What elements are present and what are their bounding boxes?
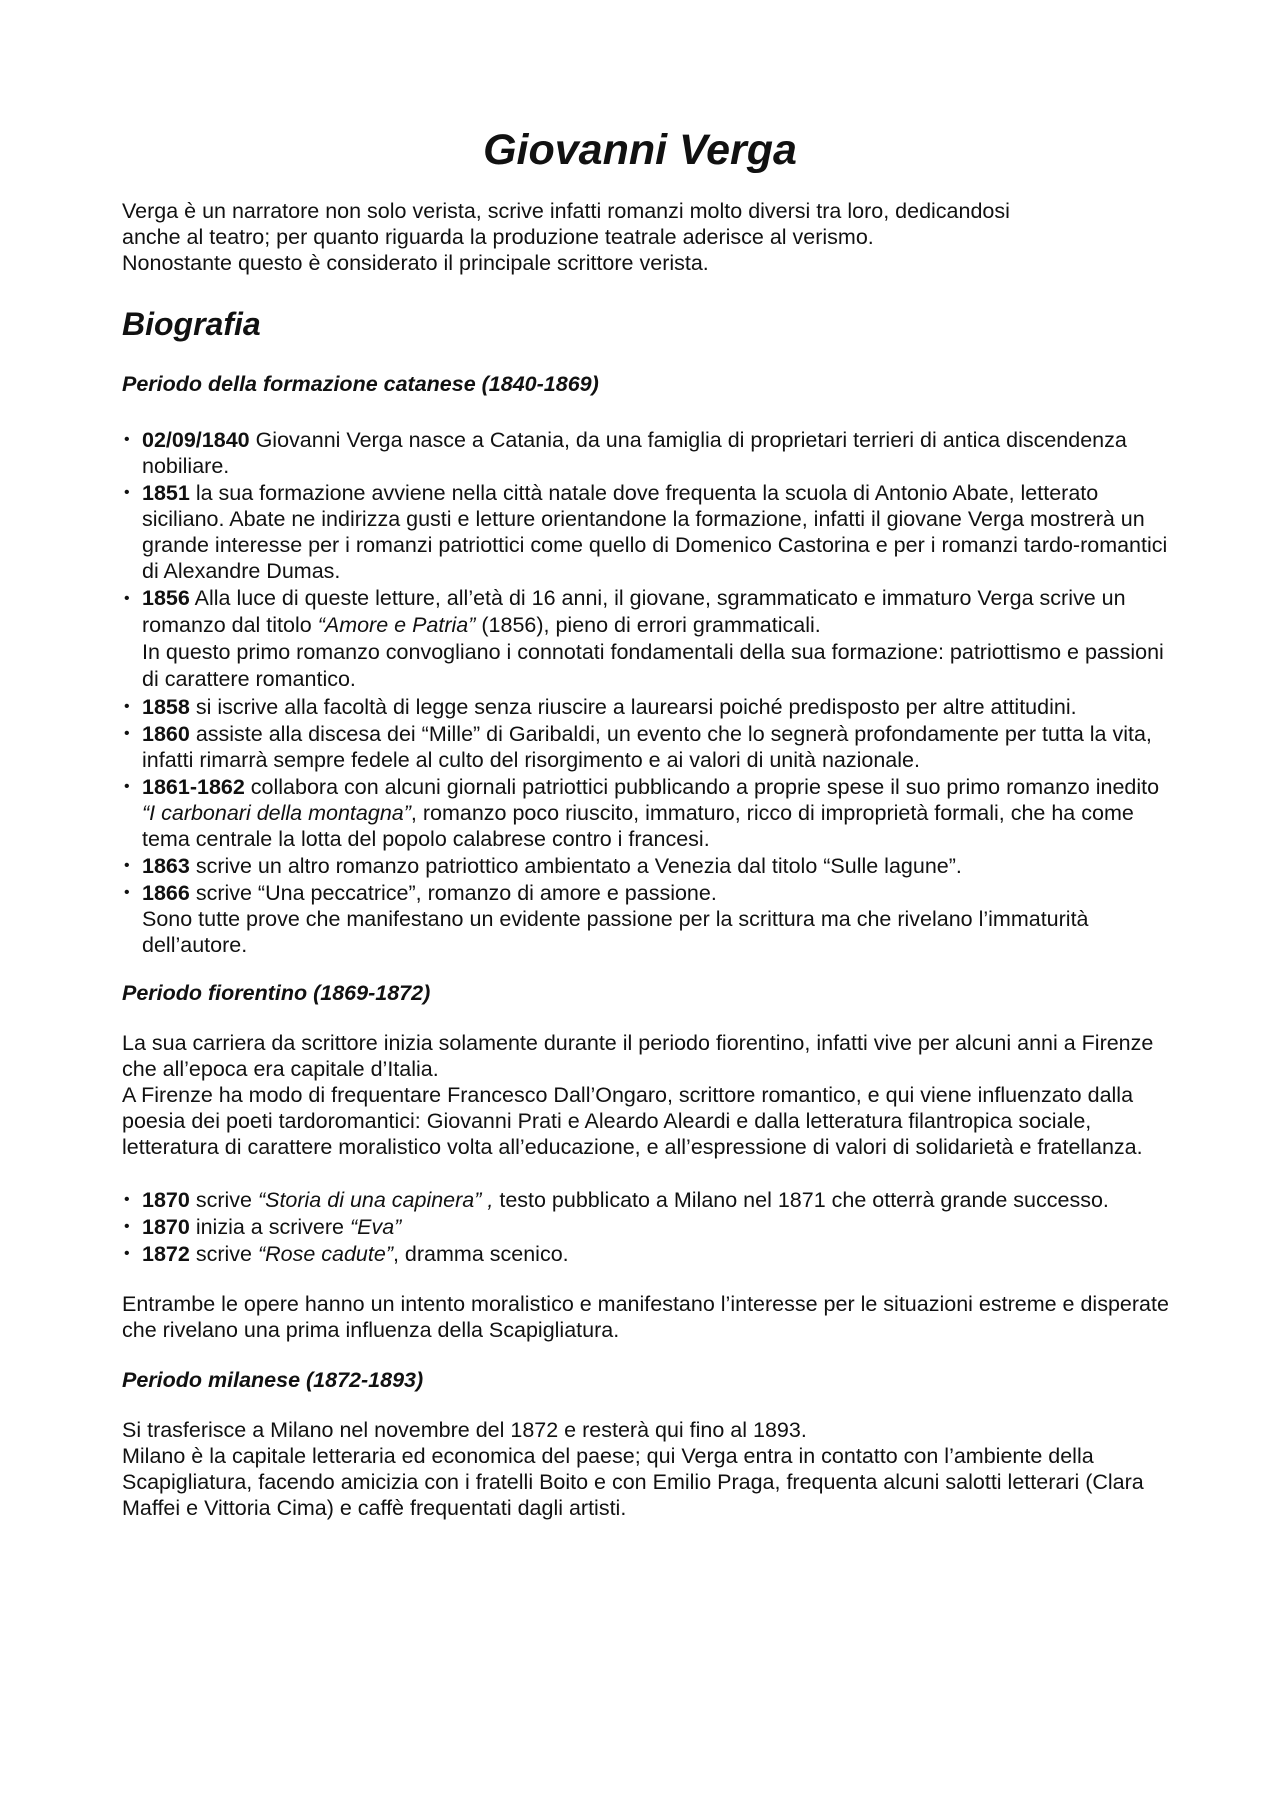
timeline-note: Sono tutte prove che manifestano un evidente passione per la scrittura ma che rivelano l’immaturità dell’autore. [142,906,1089,957]
timeline-note: In questo primo romanzo convogliano i connotati fondamentali della sua formazione: patriottismo e passioni di carattere romantico. [142,639,1164,691]
timeline-text: scrive “Una peccatrice”, romanzo di amore e passione. [189,880,717,905]
timeline-year: 02/09/1840 [142,427,250,452]
timeline-item [122,694,1172,720]
intro-line: Verga è un narratore non solo verista, scrive infatti romanzi molto diversi tra loro, dedicandosi [122,199,1010,223]
document-title: Giovanni Verga [483,126,797,174]
timeline-item [122,880,1172,958]
paragraph-text: A Firenze ha modo di frequentare Francesco Dall’Ongaro, scrittore romantico, e qui viene influenzato dalla poesia dei poeti tardoromantici: Giovanni Prati e Aleardo Aleardi e dalla letteratura filantropica sociale, letteratura di carattere moralistico volta all’educazione, e all’espressione di valori di solidarietà e fratellanza. [122,1082,1143,1159]
timeline-year: 1866 [142,880,190,905]
timeline-year: 1863 [142,853,190,878]
paragraph [122,1030,1172,1160]
timeline-text: collabora con alcuni giornali patriottici pubblicando a proprie spese il suo primo romanzo inedito [244,774,1160,799]
timeline-year: 1856 [142,585,190,610]
timeline-item [122,721,1172,773]
timeline-text: testo pubblicato a Milano nel 1871 che otterrà grande successo. [493,1187,1109,1212]
work-title: “Rose cadute” [257,1241,393,1266]
timeline-item [122,774,1172,852]
paragraph [122,1291,1172,1343]
timeline-year: 1861-1862 [142,774,245,799]
work-title: “Storia di una capinera” , [257,1187,494,1212]
section-heading-biografia: Biografia [122,306,261,342]
paragraph-text: Si trasferisce a Milano nel novembre del 1872 e resterà qui fino al 1893. [122,1417,807,1442]
timeline-text: inizia a scrivere [189,1214,350,1239]
timeline-text: scrive [189,1187,258,1212]
timeline-item [122,1214,1172,1240]
period-heading-catanese: Periodo della formazione catanese (1840-1869) [122,371,599,396]
paragraph-text: Milano è la capitale letteraria ed economica del paese; qui Verga entra in contatto con l’ambiente della Scapigliatura, facendo amicizia con i fratelli Boito e con Emilio Praga, frequenta alcuni salotti letterari (Clara Maffei e Vittoria Cima) e caffè frequentati dagli artisti. [122,1443,1144,1520]
timeline-list-catanese [122,427,1172,958]
timeline-text: Giovanni Verga nasce a Catania, da una famiglia di proprietari terrieri di antica discendenza nobiliare. [142,427,1127,478]
period-heading-fiorentino: Periodo fiorentino (1869-1872) [122,980,431,1005]
work-title: “Eva” [349,1214,402,1239]
timeline-item [122,585,1172,693]
timeline-text: , dramma scenico. [392,1241,569,1266]
timeline-text: , romanzo poco riuscito, immaturo, ricco di improprietà formali, che ha come tema centrale la lotta del popolo calabrese contro i francesi. [142,800,1134,851]
timeline-text: (1856), pieno di errori grammaticali. [475,612,821,637]
timeline-text: la sua formazione avviene nella città natale dove frequenta la scuola di Antonio Abate, letterato siciliano. Abate ne indirizza gusti e letture orientandone la formazione, infatti il giovane Verga mostrerà un grande interesse per i romanzi patriottici come quello di Domenico Castorina e per i romanzi tardo-romantici di Alexandre Dumas. [142,480,1168,583]
timeline-text: scrive [189,1241,258,1266]
timeline-item [122,1241,1172,1267]
timeline-year: 1860 [142,721,190,746]
work-title: “I carbonari della montagna” [142,800,411,825]
period-heading-milanese: Periodo milanese (1872-1893) [122,1367,424,1392]
timeline-year: 1858 [142,694,190,719]
timeline-year: 1872 [142,1241,190,1266]
work-title: “Amore e Patria” [317,612,476,637]
timeline-item [122,1187,1172,1213]
intro-line: Nonostante questo è considerato il principale scrittore verista. [122,251,709,275]
timeline-item [122,480,1172,584]
timeline-year: 1870 [142,1187,190,1212]
timeline-text: Alla luce di queste letture, all’età di 16 anni, il giovane, sgrammaticato e immaturo Verga scrive un romanzo dal titolo [142,585,1126,637]
timeline-item [122,853,1172,879]
paragraph-text: La sua carriera da scrittore inizia solamente durante il periodo fiorentino, infatti vive per alcuni anni a Firenze che all’epoca era capitale d’Italia. [122,1030,1154,1081]
timeline-text: scrive un altro romanzo patriottico ambientato a Venezia dal titolo “Sulle lagune”. [189,853,962,878]
paragraph-text: Entrambe le opere hanno un intento moralistico e manifestano l’interesse per le situazioni estreme e disperate che rivelano una prima influenza della Scapigliatura. [122,1291,1169,1342]
timeline-year: 1870 [142,1214,190,1239]
intro-paragraph [122,198,1172,276]
intro-line: anche al teatro; per quanto riguarda la produzione teatrale aderisce al verismo. [122,225,874,249]
timeline-text: assiste alla discesa dei “Mille” di Garibaldi, un evento che lo segnerà profondamente per tutta la vita, infatti rimarrà sempre fedele al culto del risorgimento e ai valori di unità nazionale. [142,721,1152,772]
timeline-text: si iscrive alla facoltà di legge senza riuscire a laurearsi poiché predisposto per altre attitudini. [189,694,1077,719]
paragraph [122,1417,1172,1521]
timeline-year: 1851 [142,480,190,505]
timeline-list-fiorentino [122,1187,1172,1267]
timeline-item [122,427,1172,479]
document-body [122,198,1172,1521]
